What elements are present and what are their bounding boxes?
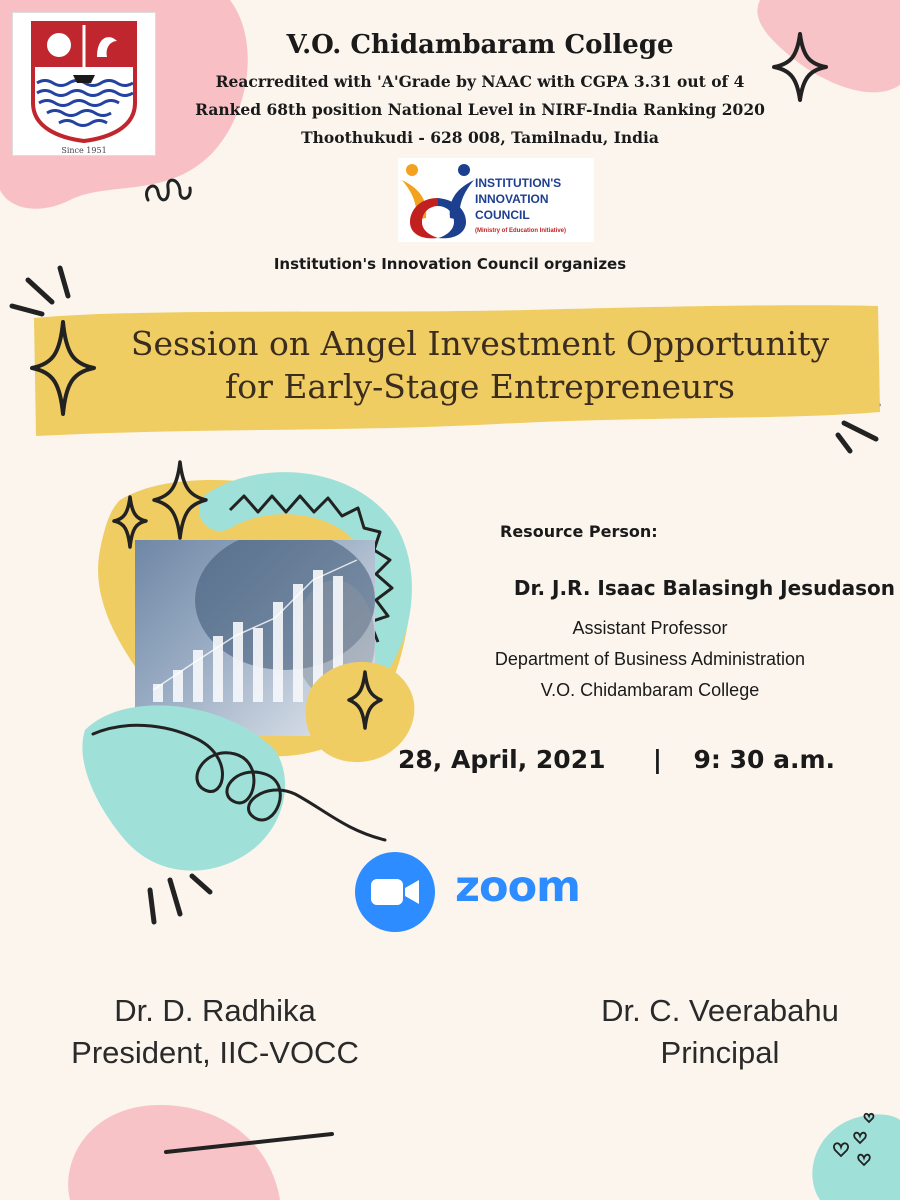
signatory-right-name: Dr. C. Veerabahu [601, 993, 839, 1028]
address-line: Thoothukudi - 628 008, Tamilnadu, India [301, 128, 659, 147]
zoom-camera-icon [355, 852, 435, 932]
iic-logo-text [475, 175, 595, 223]
signatory-right-title: Principal [660, 1035, 780, 1070]
signatory-right [535, 990, 900, 1074]
sparkle-icon [345, 670, 385, 730]
organizes-line: Institution's Innovation Council organizes [273, 255, 627, 273]
signatory-left-title: President, IIC-VOCC [71, 1035, 359, 1070]
sparkle-icon [150, 460, 210, 540]
schedule-row [398, 745, 858, 774]
signatory-left [30, 990, 400, 1074]
pen-stroke-line [160, 1120, 340, 1160]
hearts-decoration [825, 1110, 885, 1170]
speaker-institution: V.O. Chidambaram College [540, 680, 760, 700]
accreditation-line: Reacrredited with 'A'Grade by NAAC with CGPA 3.31 out of 4 [215, 72, 745, 91]
iic-subtitle: (Ministry of Education Initiative) [475, 228, 567, 234]
event-time: 9: 30 a.m. [693, 745, 836, 774]
speaker-name: Dr. J.R. Isaac Balasingh Jesudason [513, 576, 895, 600]
college-logo [12, 12, 156, 156]
resource-person-label: Resource Person: [500, 522, 658, 541]
college-name: V.O. Chidambaram College [286, 30, 674, 60]
event-date: 28, April, 2021 [398, 745, 606, 774]
speaker-department: Department of Business Administration [494, 649, 806, 669]
schedule-separator: | [652, 745, 663, 774]
zoom-wordmark: zoom [455, 862, 580, 912]
speaker-designation: Assistant Professor [572, 618, 728, 638]
ranking-line: Ranked 68th position National Level in NIRF-India Ranking 2020 [195, 100, 765, 119]
signatory-left-name: Dr. D. Radhika [114, 993, 316, 1028]
logo-since-text: Since 1951 [61, 146, 107, 155]
event-title-line-2: for Early-Stage Entrepreneurs [224, 367, 735, 406]
event-title [60, 322, 900, 408]
iic-line-2: INNOVATION [475, 192, 549, 206]
event-title-line-1: Session on Angel Investment Opportunity [130, 324, 830, 363]
iic-line-3: COUNCIL [475, 208, 530, 222]
iic-line-1: INSTITUTION'S [475, 176, 562, 190]
squiggle-icon [140, 170, 200, 210]
